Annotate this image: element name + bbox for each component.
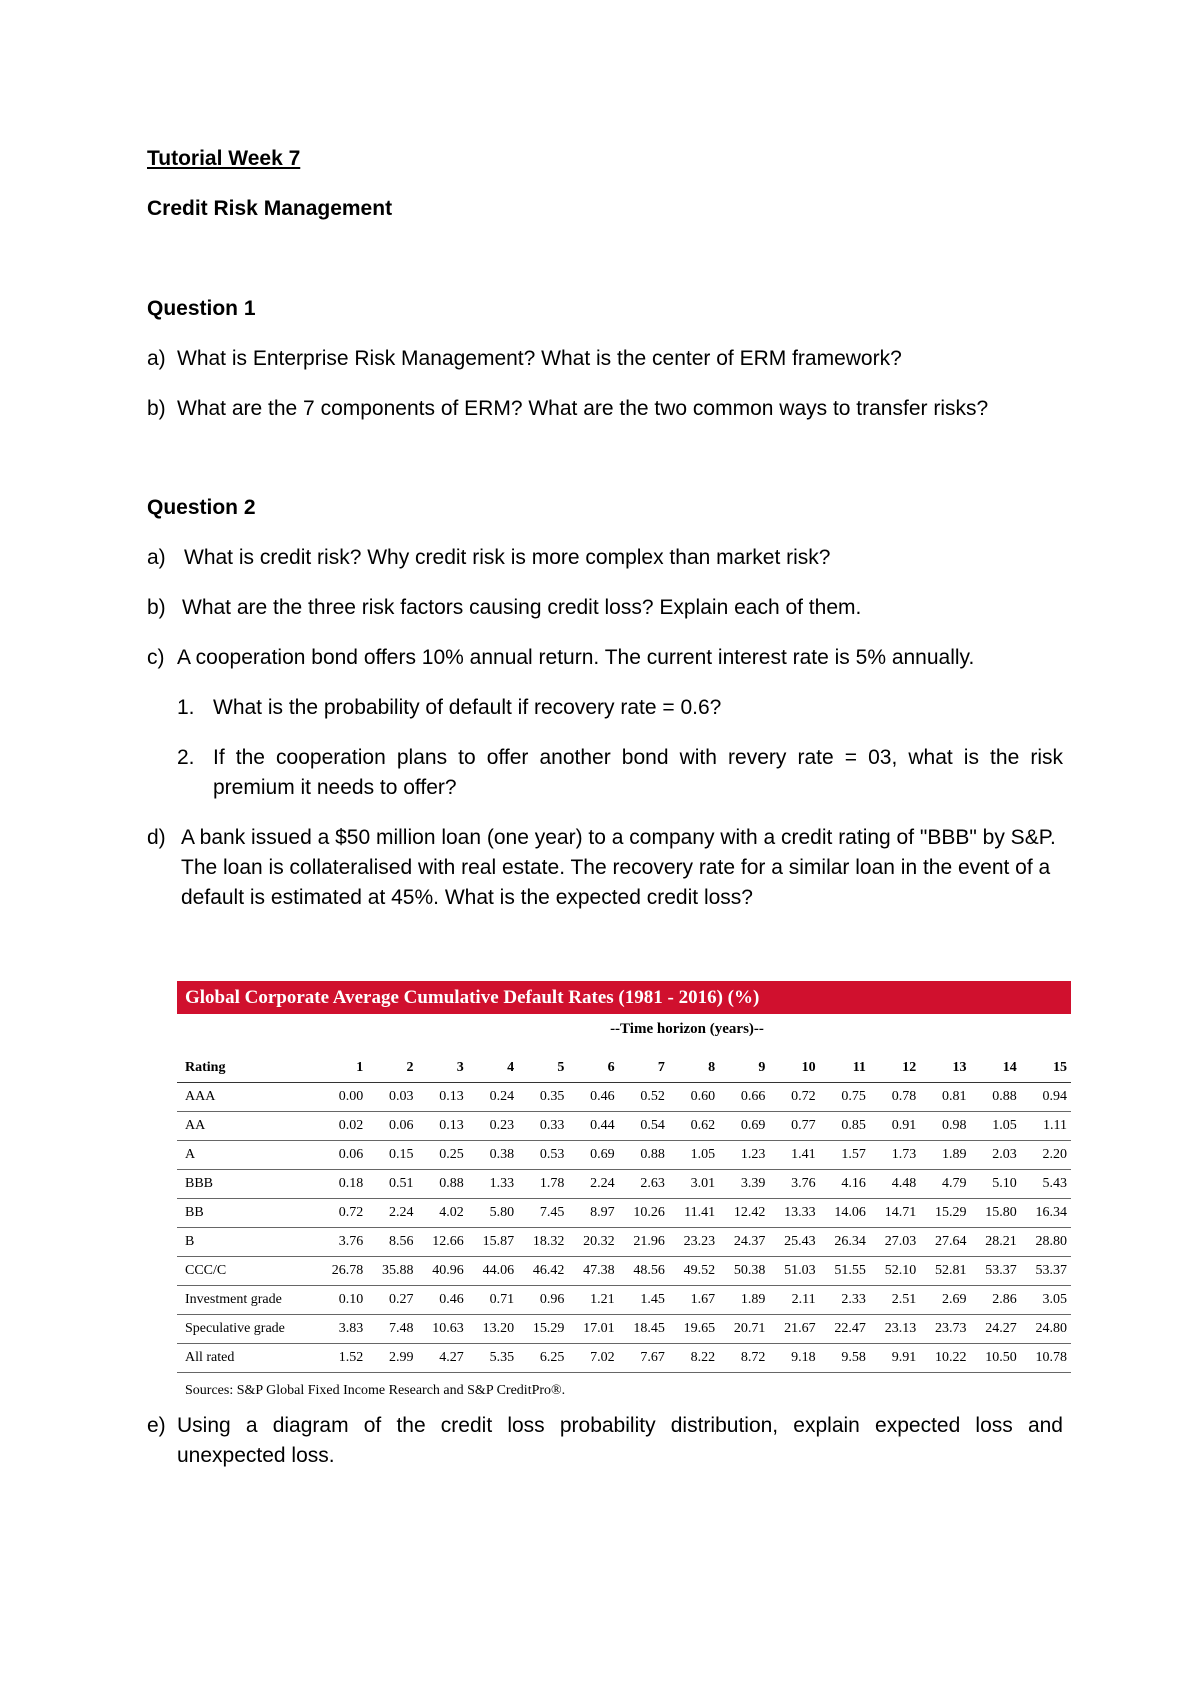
rate-cell: 1.57 [820, 1141, 870, 1170]
question-2-heading: Question 2 [147, 496, 256, 519]
rate-cell: 14.71 [870, 1199, 920, 1228]
page-subtitle: Credit Risk Management [147, 197, 393, 220]
item-label: a) [147, 347, 166, 370]
rate-cell: 1.23 [719, 1141, 769, 1170]
rate-cell: 1.52 [317, 1344, 367, 1373]
rate-cell: 0.02 [317, 1112, 367, 1141]
rate-cell: 0.72 [317, 1199, 367, 1228]
rate-cell: 2.69 [920, 1286, 970, 1315]
rating-cell: CCC/C [177, 1257, 317, 1286]
year-header: 13 [920, 1054, 970, 1083]
rate-cell: 16.34 [1021, 1199, 1071, 1228]
rate-cell: 24.27 [970, 1315, 1020, 1344]
rating-cell: A [177, 1141, 317, 1170]
question-2c-1 [177, 693, 721, 723]
rate-cell: 0.15 [367, 1141, 417, 1170]
question-1-heading: Question 1 [147, 297, 256, 320]
rate-cell: 1.73 [870, 1141, 920, 1170]
rate-cell: 4.79 [920, 1170, 970, 1199]
rate-cell: 21.96 [619, 1228, 669, 1257]
rate-cell: 0.78 [870, 1083, 920, 1112]
year-header: 12 [870, 1054, 920, 1083]
rate-cell: 0.77 [769, 1112, 819, 1141]
item-text: Using a diagram of the credit loss probability distribution, explain expected loss and unexpected loss. [177, 1414, 1063, 1467]
rate-cell: 40.96 [418, 1257, 468, 1286]
default-rates-table-figure [177, 981, 1071, 1399]
rate-cell: 10.78 [1021, 1344, 1071, 1373]
rate-cell: 0.03 [367, 1083, 417, 1112]
rate-cell: 1.45 [619, 1286, 669, 1315]
item-label: d) [147, 826, 166, 849]
rate-cell: 5.80 [468, 1199, 518, 1228]
item-label: 2. [177, 746, 195, 769]
rate-cell: 9.91 [870, 1344, 920, 1373]
rate-cell: 0.13 [418, 1083, 468, 1112]
rate-cell: 3.83 [317, 1315, 367, 1344]
default-rates-table [177, 1054, 1071, 1373]
rate-cell: 28.80 [1021, 1228, 1071, 1257]
rate-cell: 53.37 [970, 1257, 1020, 1286]
item-text: What is the probability of default if recovery rate = 0.6? [213, 696, 722, 719]
rate-cell: 0.72 [769, 1083, 819, 1112]
rate-cell: 0.13 [418, 1112, 468, 1141]
rate-cell: 0.88 [418, 1170, 468, 1199]
rate-cell: 18.32 [518, 1228, 568, 1257]
rate-cell: 18.45 [619, 1315, 669, 1344]
rate-cell: 0.54 [619, 1112, 669, 1141]
rate-cell: 0.27 [367, 1286, 417, 1315]
rate-cell: 2.99 [367, 1344, 417, 1373]
rating-cell: BB [177, 1199, 317, 1228]
rating-cell: Investment grade [177, 1286, 317, 1315]
rate-cell: 25.43 [769, 1228, 819, 1257]
table-row [177, 1344, 1071, 1373]
rate-cell: 24.37 [719, 1228, 769, 1257]
rate-cell: 2.03 [970, 1141, 1020, 1170]
rate-cell: 8.56 [367, 1228, 417, 1257]
rate-cell: 49.52 [669, 1257, 719, 1286]
year-header: 1 [317, 1054, 367, 1083]
question-2c-2 [177, 743, 1063, 803]
rating-column-header: Rating [177, 1054, 317, 1083]
rate-cell: 27.64 [920, 1228, 970, 1257]
rate-cell: 0.60 [669, 1083, 719, 1112]
year-header: 3 [418, 1054, 468, 1083]
rate-cell: 2.24 [367, 1199, 417, 1228]
rate-cell: 47.38 [568, 1257, 618, 1286]
rate-cell: 10.63 [418, 1315, 468, 1344]
rate-cell: 24.80 [1021, 1315, 1071, 1344]
table-row [177, 1199, 1071, 1228]
rate-cell: 23.73 [920, 1315, 970, 1344]
rate-cell: 46.42 [518, 1257, 568, 1286]
item-text: What are the 7 components of ERM? What are the two common ways to transfer risks? [177, 397, 989, 420]
rate-cell: 7.67 [619, 1344, 669, 1373]
rate-cell: 12.42 [719, 1199, 769, 1228]
rate-cell: 7.48 [367, 1315, 417, 1344]
item-label: b) [147, 397, 166, 420]
rate-cell: 22.47 [820, 1315, 870, 1344]
year-header: 2 [367, 1054, 417, 1083]
rate-cell: 50.38 [719, 1257, 769, 1286]
rate-cell: 0.98 [920, 1112, 970, 1141]
rate-cell: 23.23 [669, 1228, 719, 1257]
question-1a [147, 344, 902, 374]
rate-cell: 0.46 [568, 1083, 618, 1112]
rate-cell: 1.89 [920, 1141, 970, 1170]
year-header: 11 [820, 1054, 870, 1083]
rate-cell: 10.26 [619, 1199, 669, 1228]
rate-cell: 1.05 [669, 1141, 719, 1170]
rate-cell: 10.22 [920, 1344, 970, 1373]
rate-cell: 48.56 [619, 1257, 669, 1286]
question-2b [147, 593, 861, 623]
rate-cell: 2.63 [619, 1170, 669, 1199]
rate-cell: 0.66 [719, 1083, 769, 1112]
rate-cell: 0.94 [1021, 1083, 1071, 1112]
rate-cell: 27.03 [870, 1228, 920, 1257]
question-2a [147, 543, 831, 573]
rating-cell: All rated [177, 1344, 317, 1373]
year-header: 10 [769, 1054, 819, 1083]
rate-cell: 8.97 [568, 1199, 618, 1228]
table-row [177, 1286, 1071, 1315]
rate-cell: 0.10 [317, 1286, 367, 1315]
rate-cell: 0.35 [518, 1083, 568, 1112]
rate-cell: 0.53 [518, 1141, 568, 1170]
table-title: Global Corporate Average Cumulative Default Rates (1981 - 2016) (%) [177, 981, 1071, 1014]
rate-cell: 0.33 [518, 1112, 568, 1141]
rate-cell: 28.21 [970, 1228, 1020, 1257]
rate-cell: 1.05 [970, 1112, 1020, 1141]
table-row [177, 1083, 1071, 1112]
rate-cell: 5.10 [970, 1170, 1020, 1199]
rate-cell: 52.10 [870, 1257, 920, 1286]
item-text: What are the three risk factors causing credit loss? Explain each of them. [182, 596, 862, 619]
rate-cell: 1.21 [568, 1286, 618, 1315]
rate-cell: 51.55 [820, 1257, 870, 1286]
rate-cell: 0.62 [669, 1112, 719, 1141]
question-2e [147, 1411, 1063, 1471]
rate-cell: 6.25 [518, 1344, 568, 1373]
item-text: If the cooperation plans to offer another bond with revery rate = 03, what is the risk premium it needs to offer? [213, 746, 1063, 799]
rate-cell: 15.87 [468, 1228, 518, 1257]
rate-cell: 4.16 [820, 1170, 870, 1199]
rate-cell: 0.24 [468, 1083, 518, 1112]
rate-cell: 7.45 [518, 1199, 568, 1228]
rate-cell: 0.52 [619, 1083, 669, 1112]
table-row [177, 1315, 1071, 1344]
rate-cell: 15.29 [518, 1315, 568, 1344]
year-header: 15 [1021, 1054, 1071, 1083]
rate-cell: 23.13 [870, 1315, 920, 1344]
rate-cell: 0.06 [367, 1112, 417, 1141]
rate-cell: 21.67 [769, 1315, 819, 1344]
rate-cell: 3.39 [719, 1170, 769, 1199]
table-row [177, 1170, 1071, 1199]
item-label: c) [147, 646, 165, 669]
rate-cell: 0.85 [820, 1112, 870, 1141]
table-row [177, 1112, 1071, 1141]
rate-cell: 4.27 [418, 1344, 468, 1373]
table-row [177, 1141, 1071, 1170]
question-1b [147, 394, 988, 424]
table-row [177, 1257, 1071, 1286]
rate-cell: 20.71 [719, 1315, 769, 1344]
rate-cell: 4.02 [418, 1199, 468, 1228]
rating-cell: AAA [177, 1083, 317, 1112]
rate-cell: 7.02 [568, 1344, 618, 1373]
table-row [177, 1228, 1071, 1257]
rate-cell: 12.66 [418, 1228, 468, 1257]
rate-cell: 2.33 [820, 1286, 870, 1315]
item-text: A bank issued a $50 million loan (one year) to a company with a credit rating of "BBB" by S&P. The loan is collateralised with real estate. The recovery rate for a similar loan in the event of a default is estimated at 45%. What is the expected credit loss? [181, 826, 1056, 909]
item-text: A cooperation bond offers 10% annual return. The current interest rate is 5% annually. [177, 646, 975, 669]
rate-cell: 4.48 [870, 1170, 920, 1199]
year-header: 5 [518, 1054, 568, 1083]
rate-cell: 2.86 [970, 1286, 1020, 1315]
rate-cell: 5.35 [468, 1344, 518, 1373]
rate-cell: 0.38 [468, 1141, 518, 1170]
rate-cell: 53.37 [1021, 1257, 1071, 1286]
rate-cell: 3.76 [769, 1170, 819, 1199]
rate-cell: 9.58 [820, 1344, 870, 1373]
rate-cell: 13.33 [769, 1199, 819, 1228]
rate-cell: 1.78 [518, 1170, 568, 1199]
table-header-row [177, 1054, 1071, 1083]
rate-cell: 15.80 [970, 1199, 1020, 1228]
rate-cell: 2.24 [568, 1170, 618, 1199]
rate-cell: 10.50 [970, 1344, 1020, 1373]
rate-cell: 0.81 [920, 1083, 970, 1112]
rate-cell: 3.05 [1021, 1286, 1071, 1315]
rate-cell: 1.33 [468, 1170, 518, 1199]
question-2d [147, 823, 1063, 913]
rate-cell: 26.34 [820, 1228, 870, 1257]
rate-cell: 0.23 [468, 1112, 518, 1141]
rate-cell: 0.18 [317, 1170, 367, 1199]
rate-cell: 0.88 [970, 1083, 1020, 1112]
rate-cell: 0.00 [317, 1083, 367, 1112]
year-header: 9 [719, 1054, 769, 1083]
rate-cell: 35.88 [367, 1257, 417, 1286]
rate-cell: 0.46 [418, 1286, 468, 1315]
rate-cell: 0.51 [367, 1170, 417, 1199]
rate-cell: 20.32 [568, 1228, 618, 1257]
rate-cell: 19.65 [669, 1315, 719, 1344]
rate-cell: 5.43 [1021, 1170, 1071, 1199]
rating-cell: AA [177, 1112, 317, 1141]
year-header: 8 [669, 1054, 719, 1083]
rate-cell: 0.91 [870, 1112, 920, 1141]
rate-cell: 1.89 [719, 1286, 769, 1315]
year-header: 7 [619, 1054, 669, 1083]
rate-cell: 2.11 [769, 1286, 819, 1315]
page-title: Tutorial Week 7 [147, 147, 301, 170]
rate-cell: 0.75 [820, 1083, 870, 1112]
rate-cell: 14.06 [820, 1199, 870, 1228]
rate-cell: 1.67 [669, 1286, 719, 1315]
item-text: What is Enterprise Risk Management? What is the center of ERM framework? [177, 347, 902, 370]
rate-cell: 51.03 [769, 1257, 819, 1286]
rate-cell: 3.76 [317, 1228, 367, 1257]
rate-cell: 0.06 [317, 1141, 367, 1170]
rate-cell: 44.06 [468, 1257, 518, 1286]
question-2c [147, 643, 974, 673]
table-source-note: Sources: S&P Global Fixed Income Research and S&P CreditPro®. [185, 1383, 566, 1398]
time-horizon-label: --Time horizon (years)-- [610, 1021, 764, 1037]
rate-cell: 8.22 [669, 1344, 719, 1373]
rate-cell: 52.81 [920, 1257, 970, 1286]
rate-cell: 0.69 [719, 1112, 769, 1141]
rate-cell: 0.71 [468, 1286, 518, 1315]
rate-cell: 1.41 [769, 1141, 819, 1170]
item-label: b) [147, 596, 166, 619]
rate-cell: 8.72 [719, 1344, 769, 1373]
rate-cell: 0.25 [418, 1141, 468, 1170]
rate-cell: 1.11 [1021, 1112, 1071, 1141]
rate-cell: 13.20 [468, 1315, 518, 1344]
rate-cell: 11.41 [669, 1199, 719, 1228]
rating-cell: B [177, 1228, 317, 1257]
item-text: What is credit risk? Why credit risk is more complex than market risk? [184, 546, 831, 569]
year-header: 6 [568, 1054, 618, 1083]
rate-cell: 3.01 [669, 1170, 719, 1199]
rate-cell: 15.29 [920, 1199, 970, 1228]
rate-cell: 0.88 [619, 1141, 669, 1170]
year-header: 4 [468, 1054, 518, 1083]
rate-cell: 0.69 [568, 1141, 618, 1170]
item-label: a) [147, 546, 166, 569]
rating-cell: BBB [177, 1170, 317, 1199]
year-header: 14 [970, 1054, 1020, 1083]
rate-cell: 26.78 [317, 1257, 367, 1286]
rate-cell: 0.96 [518, 1286, 568, 1315]
rate-cell: 2.20 [1021, 1141, 1071, 1170]
item-label: 1. [177, 696, 195, 719]
rate-cell: 17.01 [568, 1315, 618, 1344]
rate-cell: 0.44 [568, 1112, 618, 1141]
item-label: e) [147, 1414, 166, 1437]
table-body [177, 1083, 1071, 1373]
rate-cell: 9.18 [769, 1344, 819, 1373]
rating-cell: Speculative grade [177, 1315, 317, 1344]
rate-cell: 2.51 [870, 1286, 920, 1315]
